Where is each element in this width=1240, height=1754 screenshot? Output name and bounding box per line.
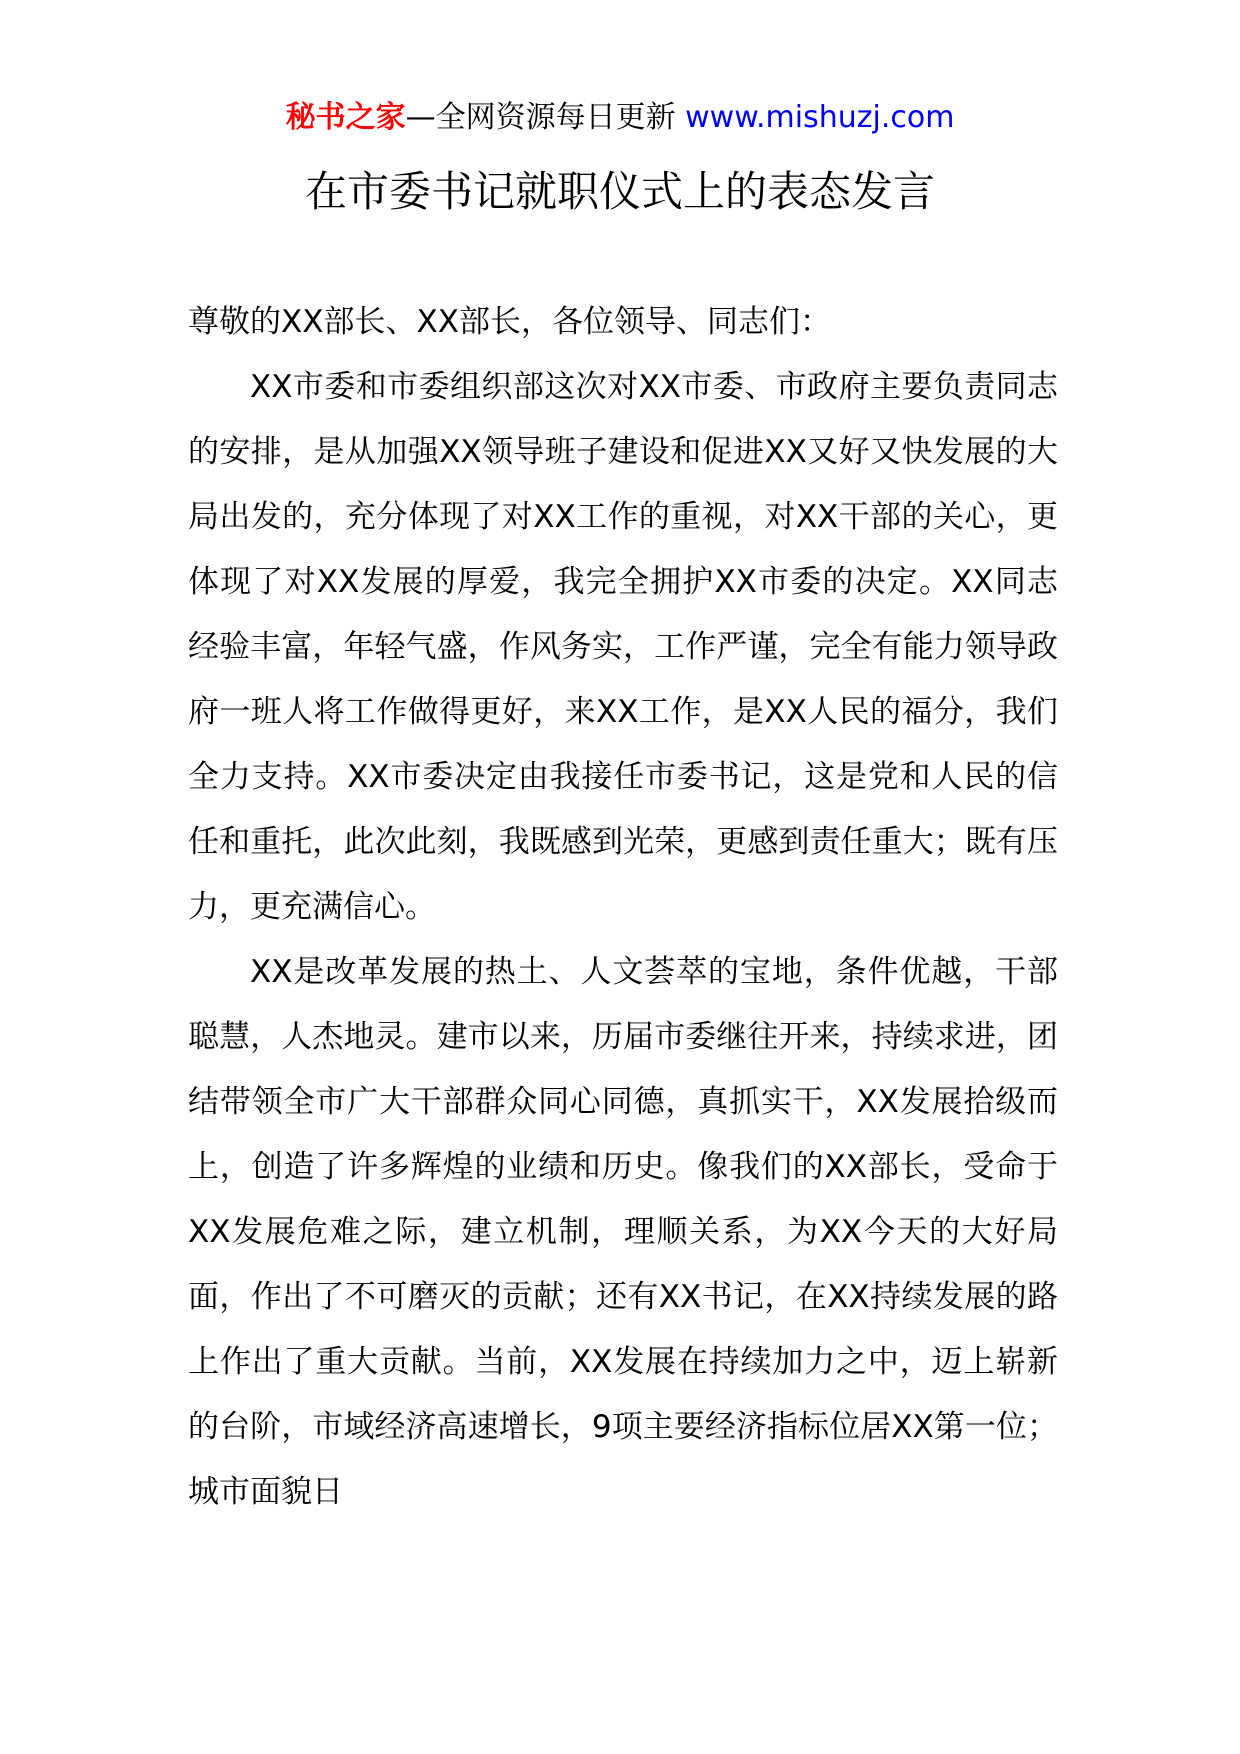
paragraph: XX是改革发展的热土、人文荟萃的宝地，条件优越，干部聪慧，人杰地灵。建市以来，历届市委继往开来，持续求进，团结带领全市广大干部群众同心同德，真抓实干，XX发展拾级而上，创造了许多辉煌的业绩和历史。像我们的XX部长，受命于XX发展危难之际，建立机制，理顺关系，为XX今天的大好局面，作出了不可磨灭的贡献；还有XX书记，在XX持续发展的路上作出了重大贡献。当前，XX发展在持续加力之中，迈上崭新的台阶，市域经济高速增长，9项主要经济指标位居XX第一位；城市面貌日: [188, 954, 1058, 1510]
paragraph: XX市委和市委组织部这次对XX市委、市政府主要负责同志的安排，是从加强XX领导班子建设和促进XX又好又快发展的大局出发的，充分体现了对XX工作的重视，对XX干部的关心，更体现了对XX发展的厚爱，我完全拥护XX市委的决定。XX同志经验丰富，年轻气盛，作风务实，工作严谨，完全有能力领导政府一班人将工作做得更好，来XX工作，是XX人民的福分，我们全力支持。XX市委决定由我接任市委书记，这是党和人民的信任和重托，此次此刻，我既感到光荣，更感到责任重大；既有压力，更充满信心。: [188, 369, 1058, 925]
site-brand: 秘书之家: [285, 100, 406, 135]
document-body: [188, 290, 1058, 1525]
site-header: [0, 98, 1240, 138]
site-tagline: —全网资源每日更新: [405, 100, 686, 135]
salutation: 尊敬的XX部长、XX部长，各位领导、同志们：: [188, 304, 831, 340]
document-title: 在市委书记就职仪式上的表态发言: [304, 167, 935, 216]
site-url-link[interactable]: www.mishuzj.com: [685, 100, 955, 135]
